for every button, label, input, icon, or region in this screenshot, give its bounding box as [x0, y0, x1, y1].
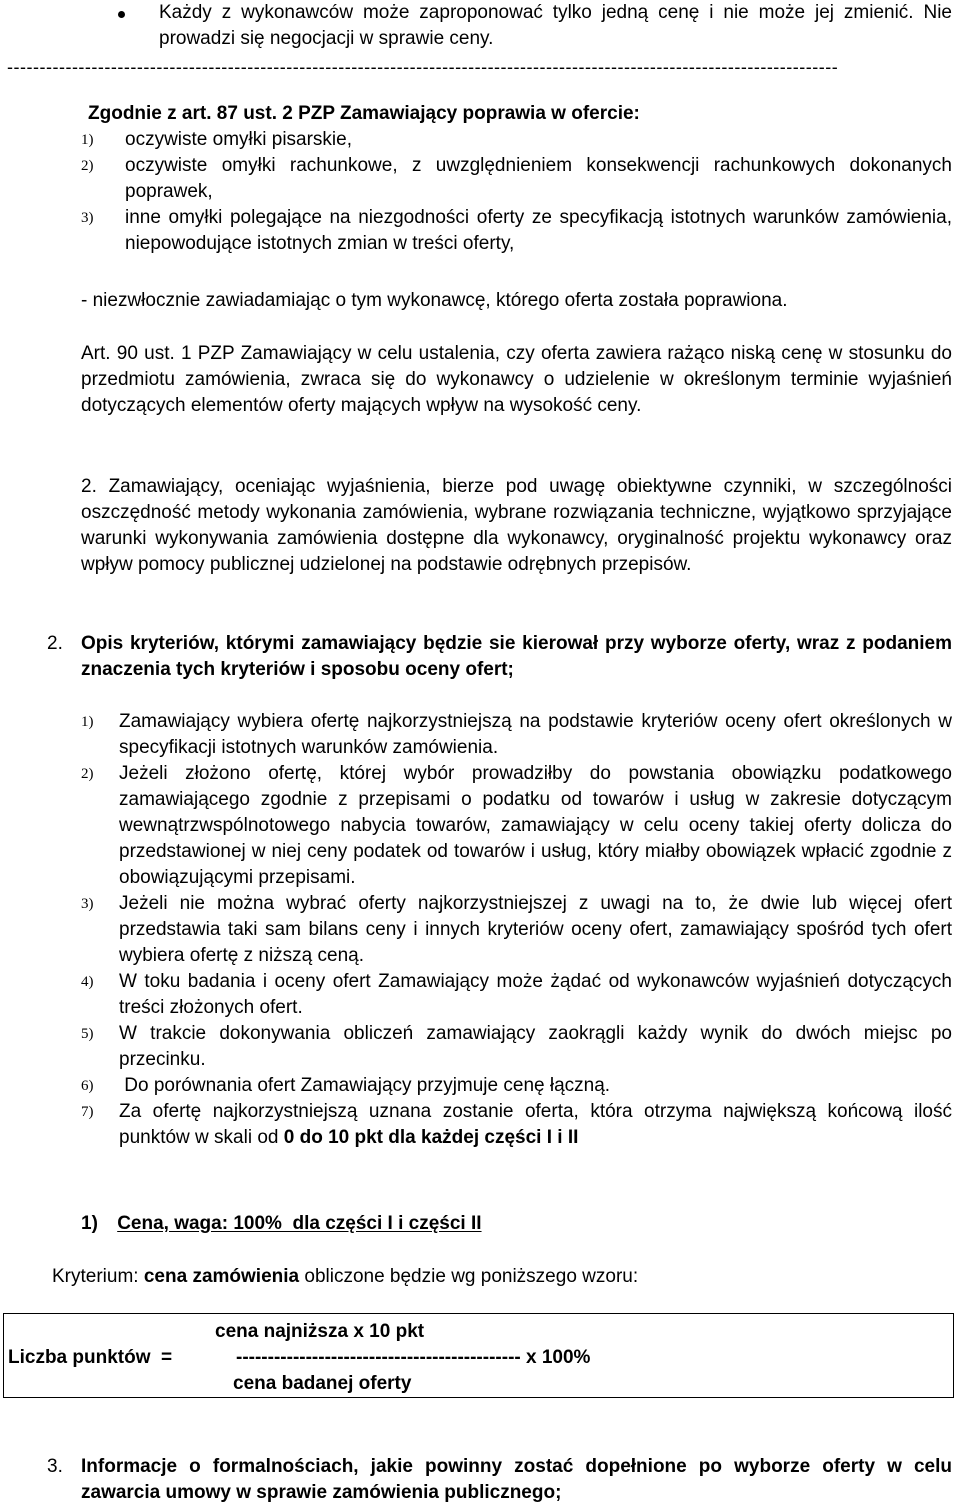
list-item [81, 761, 952, 891]
art90-paragraph-1: Art. 90 ust. 1 PZP Zamawiający w celu ustalenia, czy oferta zawiera rażąco niską cenę w stosunku do przedmiotu zamówienia, zwraca się do wykonawcy o udzielenie w określonym terminie wyjaśnień dotyczących elementów oferty mających wpływ na wysokość ceny. [81, 343, 952, 416]
list-item [81, 969, 952, 1021]
formula-lhs: Liczba punktów = [8, 1347, 173, 1368]
art87-list [81, 127, 952, 257]
list-item [81, 709, 952, 761]
section-2-title: Opis kryteriów, którymi zamawiający będzie sie kierował przy wyborze oferty, wraz z podaniem znaczenia tych kryteriów i sposobu oceny ofert; [81, 633, 952, 680]
list-item [81, 1099, 952, 1151]
list-item-text [119, 1099, 952, 1151]
list-item-number: 5) [81, 1026, 94, 1042]
list-item-text-plain: Za ofertę najkorzystniejszą uznana zostanie oferta, która otrzyma największą końcową ilość punktów w skali od [119, 1101, 952, 1148]
criterion-intro-prefix: Kryterium: [52, 1266, 144, 1287]
criterion-intro [52, 1264, 952, 1290]
section-3-title: Informacje o formalnościach, jakie powinny zostać dopełnione po wyborze oferty w celu zawarcia umowy w sprawie zamówienia publicznego; [81, 1456, 952, 1503]
list-item-number: 6) [81, 1078, 94, 1094]
criterion-heading [81, 1211, 952, 1237]
bullet-icon [118, 11, 125, 18]
section-2-number: 2. [47, 633, 63, 654]
list-item [81, 1021, 952, 1073]
list-item [81, 205, 952, 257]
art87-note: - niezwłocznie zawiadamiając o tym wykonawcę, którego oferta została poprawiona. [81, 290, 788, 311]
criterion-number: 1) [81, 1213, 98, 1234]
list-item-number: 1) [81, 132, 94, 148]
list-item-number: 2) [81, 766, 94, 782]
section-3-number: 3. [47, 1456, 63, 1477]
art90-paragraph-2: 2. Zamawiający, oceniając wyjaśnienia, bierze pod uwagę obiektywne czynniki, w szczególności oszczędność metody wykonania zamówienia, wybrane rozwiązania techniczne, wyjątkowo sprzyjające warunki wykonywania zamówienia dostępne dla wykonawcy, oryginalność projektu wykonawcy oraz wpływ pomocy publicznej udzielonej na podstawie odrębnych przepisów. [81, 476, 952, 575]
list-item-text: Zamawiający wybiera ofertę najkorzystniejszą na podstawie kryteriów oceny ofert określonych w specyfikacji istotnych warunków zamówienia. [119, 711, 952, 758]
list-item [81, 153, 952, 205]
art87-heading: Zgodnie z art. 87 ust. 2 PZP Zamawiający poprawia w ofercie: [88, 103, 640, 124]
criteria-list [81, 709, 952, 1151]
bullet-text: Każdy z wykonawców może zaproponować tylko jedną cenę i nie może jej zmienić. Nie prowadzi się negocjacji w sprawie ceny. [159, 2, 952, 49]
list-item-text: W trakcie dokonywania obliczeń zamawiający zaokrągli każdy wynik do dwóch miejsc po przecinku. [119, 1023, 952, 1070]
list-item-text: Jeżeli złożono ofertę, której wybór prowadziłby do powstania obowiązku podatkowego zamawiającego zgodnie z przepisami o podatku od towarów i usług w zakresie dotyczącym wewnątrzwspólnotowego nabycia towarów, zamawiający w celu oceny takiej oferty dolicza do przedstawionej w niej ceny podatek od towarów i usług, który miałby obowiązek wpłacić zgodnie z obowiązującymi przepisami. [119, 763, 952, 888]
list-item-number: 1) [81, 714, 94, 730]
list-item-number: 7) [81, 1104, 94, 1120]
formula-fraction-line: --------------------------------------------- x 100% [236, 1347, 591, 1368]
formula-numerator: cena najniższa x 10 pkt [215, 1321, 425, 1342]
list-item-number: 2) [81, 158, 94, 174]
criterion-intro-bold: cena zamówienia [143, 1266, 300, 1287]
criterion-intro-suffix: obliczone będzie wg poniższego wzoru: [299, 1266, 639, 1287]
formula-box [3, 1313, 954, 1398]
list-item-number: 3) [81, 210, 94, 226]
list-item-number: 3) [81, 896, 94, 912]
separator-line: -------------------------------------------------------------------------------------------------------------------------------- [7, 57, 839, 77]
bullet-paragraph [0, 0, 960, 52]
formula-denominator: cena badanej oferty [233, 1373, 412, 1394]
list-item-text: Jeżeli nie można wybrać oferty najkorzystniejszej z uwagi na to, że dwie lub więcej ofert przedstawia taki sam bilans ceny i innych kryteriów oceny ofert, zamawiający spośród tych ofert wybiera ofertę z niższą ceną. [119, 893, 952, 966]
list-item-text-bold: 0 do 10 pkt dla każdej części I i II [283, 1127, 579, 1148]
list-item [81, 891, 952, 969]
list-item-text: W toku badania i oceny ofert Zamawiający może żądać od wykonawców wyjaśnień dotyczących treści złożonych ofert. [119, 971, 952, 1018]
list-item-text: oczywiste omyłki rachunkowe, z uwzględnieniem konsekwencji rachunkowych dokonanych poprawek, [125, 155, 952, 202]
list-item-text: oczywiste omyłki pisarskie, [125, 129, 352, 150]
criterion-title: Cena, waga: 100% dla części I i części II [117, 1213, 482, 1234]
list-item [81, 127, 952, 153]
list-item-text: inne omyłki polegające na niezgodności oferty ze specyfikacją istotnych warunków zamówienia, niepowodujące istotnych zmian w treści oferty, [125, 207, 952, 254]
list-item-number: 4) [81, 974, 94, 990]
list-item-text: Do porównania ofert Zamawiający przyjmuje cenę łączną. [119, 1075, 611, 1096]
list-item [81, 1073, 952, 1099]
